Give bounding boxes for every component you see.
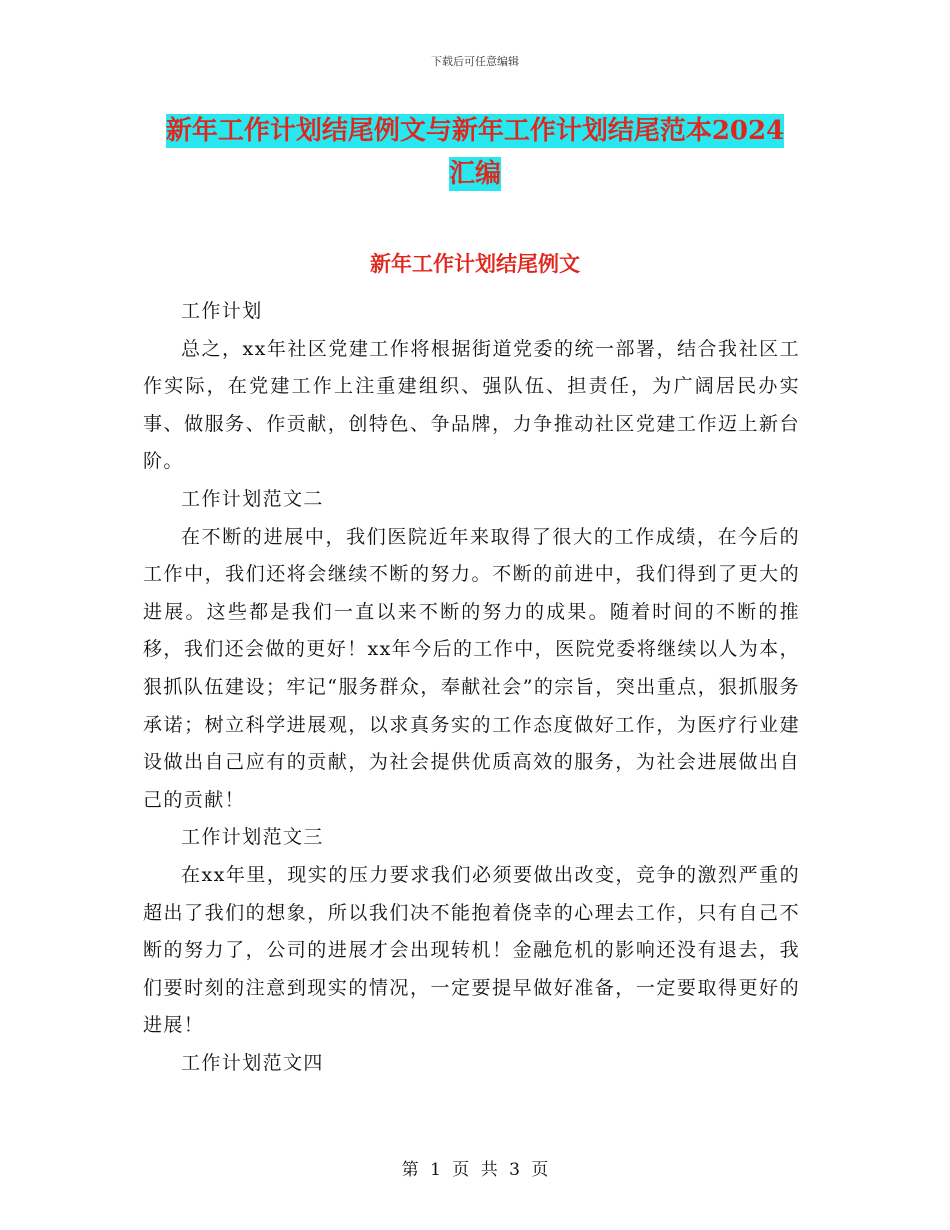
document-body: [143, 293, 800, 1082]
paragraph: 在不断的进展中，我们医院近年来取得了很大的工作成绩，在今后的工作中，我们还将会继续不断的努力。不断的前进中，我们得到了更大的进展。这些都是我们一直以来不断的努力的成果。随着时间的不断的推移，我们还会做的更好！xx年今后的工作中，医院党委将继续以人为本，狠抓队伍建设；牢记“服务群众，奉献社会”的宗旨，突出重点，狠抓服务承诺；树立科学进展观，以求真务实的工作态度做好工作，为医疗行业建设做出自己应有的贡献，为社会提供优质高效的服务，为社会进展做出自己的贡献！: [143, 525, 800, 811]
section-title: 新年工作计划结尾例文: [370, 251, 580, 276]
document-title-line-1: 新年工作计划结尾例文与新年工作计划结尾范本2024: [165, 116, 785, 146]
paragraph-heading-3: 工作计划范文三: [181, 826, 324, 849]
paragraph-heading-4: 工作计划范文四: [181, 1051, 324, 1074]
paragraph: 总之，xx年社区党建工作将根据街道党委的统一部署，结合我社区工作实际，在党建工作上注重建组织、强队伍、担责任，为广阔居民办实事、做服务、作贡献，创特色、争品牌，力争推动社区党建工作迈上新台阶。: [143, 337, 800, 473]
page-number-footer: 第 1 页 共 3 页: [401, 1160, 549, 1180]
paragraph-heading-1: 工作计划: [181, 300, 263, 322]
document-title-line-2: 汇编: [448, 159, 501, 189]
paragraph: 在xx年里，现实的压力要求我们必须要做出改变，竞争的激烈严重的超出了我们的想象，所以我们决不能抱着侥幸的心理去工作，只有自己不断的努力了，公司的进展才会出现转机！金融危机的影响还没有退去，我们要时刻的注意到现实的情况，一定要提早做好准备，一定要取得更好的进展！: [143, 863, 800, 1037]
header-note: 下载后可任意编辑: [431, 55, 519, 68]
document-title: [143, 110, 807, 196]
paragraph-heading-2: 工作计划范文二: [181, 487, 324, 510]
